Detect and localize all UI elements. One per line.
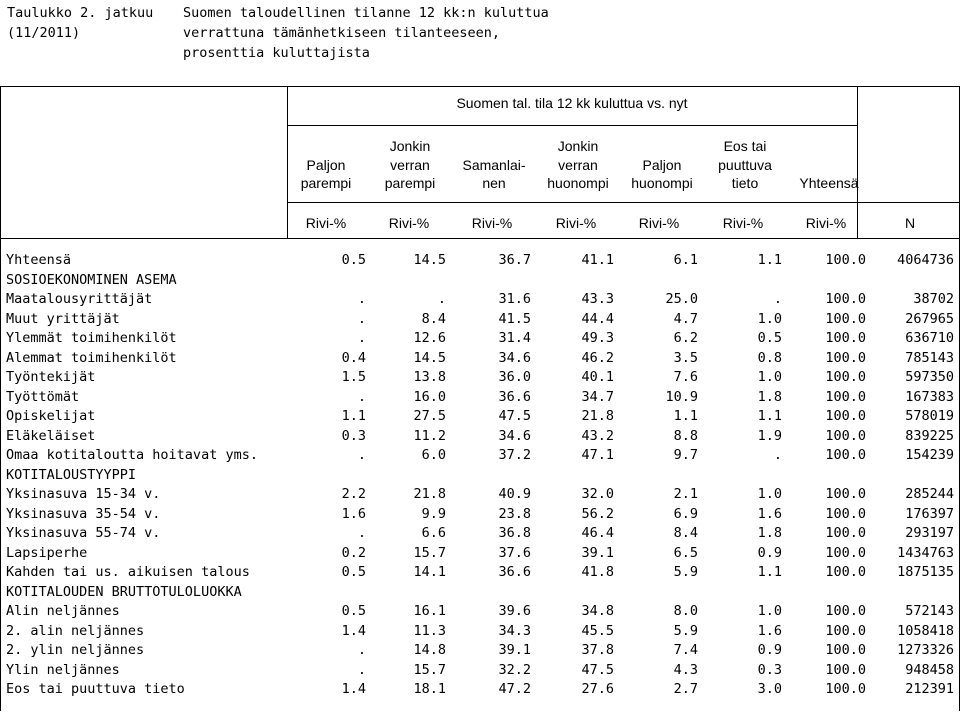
row-label: Eläkeläiset [6, 427, 96, 444]
table-cell: 6.2 [673, 330, 698, 346]
table-row [0, 486, 960, 506]
table-cell: 9.9 [421, 505, 446, 522]
table-row [0, 545, 960, 565]
table-cell: 0.2 [341, 544, 366, 561]
table-cell: 100.0 [825, 544, 866, 561]
table-cell: 1.6 [341, 505, 366, 522]
table-cell: 6.5 [673, 544, 698, 561]
table-cell: 0.4 [341, 349, 366, 366]
table-cell: 578019 [905, 408, 954, 424]
table-cell: 11.3 [413, 622, 446, 639]
table-title-line: prosenttia kuluttajista [183, 45, 370, 61]
table-cell: 9.7 [673, 447, 698, 463]
table-cell: 39.1 [498, 642, 531, 658]
column-header: Jonkin verran parempi [384, 138, 436, 191]
table-cell: 1.0 [757, 603, 782, 619]
table-cell: 1.8 [757, 525, 782, 541]
table-cell: 636710 [905, 330, 954, 346]
row-label: Muut yrittäjät [6, 310, 120, 327]
row-label: SOSIOEKONOMINEN ASEMA [6, 271, 177, 288]
row-label: Ylin neljännes [6, 661, 120, 678]
table-cell: 100.0 [825, 603, 866, 619]
column-header: Paljon parempi [300, 156, 352, 191]
table-cell: . [357, 661, 366, 678]
unit-label: Rivi-% [805, 215, 847, 231]
table-cell: 0.5 [757, 330, 782, 346]
table-cell: 10.9 [665, 388, 698, 405]
table-cell: 1.4 [341, 622, 366, 639]
table-cell: 1.0 [757, 486, 782, 502]
table-cell: . [773, 447, 782, 463]
table-cell: 100.0 [825, 681, 866, 697]
table-cell: 36.7 [498, 252, 531, 268]
table-title-line: Suomen taloudellinen tilanne 12 kk:n kuluttua [183, 5, 549, 21]
table-cell: 16.1 [413, 603, 446, 619]
table-cell: 0.8 [757, 349, 782, 366]
table-cell: 14.5 [413, 349, 446, 366]
table-cell: 36.6 [498, 564, 531, 580]
table-row [0, 330, 960, 350]
table-cell: 37.8 [581, 642, 614, 658]
row-label: Työttömät [6, 388, 80, 405]
table-cell: 0.5 [341, 603, 366, 619]
table-cell: 8.4 [673, 525, 698, 541]
table-cell: 2.7 [673, 681, 698, 697]
table-cell: 1.1 [341, 408, 366, 424]
table-cell: 8.8 [673, 427, 698, 444]
table-cell: 34.8 [581, 603, 614, 619]
table-row [0, 584, 960, 604]
table-cell: 0.3 [341, 427, 366, 444]
table-cell: 7.6 [673, 369, 698, 385]
row-label: KOTITALOUDEN BRUTTOTULOLUOKKA [6, 583, 242, 600]
table-cell: 14.1 [413, 564, 446, 580]
row-label: Yksinasuva 15-34 v. [6, 486, 161, 502]
table-cell: 31.6 [498, 291, 531, 307]
table-cell: 27.6 [581, 681, 614, 697]
table-cell: 46.2 [581, 349, 614, 366]
table-cell: 6.9 [673, 505, 698, 522]
table-cell: 49.3 [581, 330, 614, 346]
table-row [0, 428, 960, 448]
table-cell: 15.7 [413, 661, 446, 678]
table-cell: 16.0 [413, 388, 446, 405]
table-cell: 37.2 [498, 447, 531, 463]
table-cell: 100.0 [825, 330, 866, 346]
table-row [0, 389, 960, 409]
table-cell: 4.7 [673, 310, 698, 327]
table-cell: 154239 [905, 447, 954, 463]
table-cell: 100.0 [825, 564, 866, 580]
table-cell: 27.5 [413, 408, 446, 424]
table-cell: 14.8 [413, 642, 446, 658]
table-cell: 6.1 [673, 252, 698, 268]
table-cell: 13.8 [413, 369, 446, 385]
table-cell: 45.5 [581, 622, 614, 639]
table-cell: 39.1 [581, 544, 614, 561]
table-cell: 46.4 [581, 525, 614, 541]
row-label: Yksinasuva 35-54 v. [6, 505, 161, 522]
table-row [0, 408, 960, 428]
column-header: Eos tai puuttuva tieto [718, 138, 772, 191]
table-cell: 5.9 [673, 622, 698, 639]
table-cell: 1.8 [757, 388, 782, 405]
row-label: Alemmat toimihenkilöt [6, 349, 177, 366]
table-cell: 40.9 [498, 486, 531, 502]
table-cell: 1.0 [757, 310, 782, 327]
table-cell: 8.0 [673, 603, 698, 619]
table-cell: 44.4 [581, 310, 614, 327]
table-cell: 36.8 [498, 525, 531, 541]
table-cell: 39.6 [498, 603, 531, 619]
unit-label: Rivi-% [638, 215, 680, 231]
table-cell: 0.3 [757, 661, 782, 678]
table-row [0, 623, 960, 643]
table-cell: 23.8 [498, 505, 531, 522]
table-cell: 34.7 [581, 388, 614, 405]
table-cell: 47.5 [581, 661, 614, 678]
table-cell: 43.2 [581, 427, 614, 444]
header-divider [0, 238, 960, 239]
unit-divider [287, 202, 959, 203]
table-cell: 43.3 [581, 291, 614, 307]
table-cell: 4064736 [897, 252, 954, 268]
table-cell: 1.9 [757, 427, 782, 444]
table-cell: 0.9 [757, 642, 782, 658]
table-number-line: Taulukko 2. jatkuu [7, 5, 154, 21]
unit-label: Rivi-% [555, 215, 597, 231]
table-cell: 100.0 [825, 447, 866, 463]
table-cell: 100.0 [825, 642, 866, 658]
table-row [0, 291, 960, 311]
table-cell: 40.1 [581, 369, 614, 385]
table-cell: 839225 [905, 427, 954, 444]
table-cell: 15.7 [413, 544, 446, 561]
table-cell: . [357, 388, 366, 405]
table-cell: 0.5 [341, 252, 366, 268]
table-cell: 47.2 [498, 681, 531, 697]
column-header: Jonkin verran huonompi [547, 138, 609, 191]
table-cell: 1.4 [341, 681, 366, 697]
table-cell: . [357, 642, 366, 658]
table-cell: . [357, 330, 366, 346]
table-cell: 1.1 [757, 408, 782, 424]
table-cell: . [437, 291, 446, 307]
row-label: Yhteensä [6, 252, 72, 268]
table-cell: 12.6 [413, 330, 446, 346]
table-cell: 8.4 [421, 310, 446, 327]
table-cell: 597350 [905, 369, 954, 385]
table-cell: 31.4 [498, 330, 531, 346]
table-row [0, 525, 960, 545]
row-label: Maatalousyrittäjät [6, 291, 153, 307]
table-cell: 11.2 [413, 427, 446, 444]
table-cell: 4.3 [673, 661, 698, 678]
column-header: Samanlai- nen [462, 156, 526, 191]
table-cell: 1.1 [673, 408, 698, 424]
table-row [0, 603, 960, 623]
row-label: Omaa kotitaloutta hoitavat yms. [6, 447, 258, 463]
table-cell: 41.1 [581, 252, 614, 268]
table-cell: 21.8 [413, 486, 446, 502]
group-divider [287, 125, 857, 126]
table-cell: 176397 [905, 505, 954, 522]
table-row [0, 506, 960, 526]
table-cell: 18.1 [413, 681, 446, 697]
table-cell: 2.2 [341, 486, 366, 502]
table-row [0, 369, 960, 389]
table-cell: 36.6 [498, 388, 531, 405]
row-label: 2. alin neljännes [6, 622, 145, 639]
table-cell: 100.0 [825, 427, 866, 444]
table-cell: 100.0 [825, 252, 866, 268]
table-cell: 100.0 [825, 505, 866, 522]
unit-label: N [904, 215, 916, 231]
table-row [0, 467, 960, 487]
table-cell: . [773, 291, 782, 307]
table-cell: 100.0 [825, 661, 866, 678]
table-cell: . [357, 291, 366, 307]
row-label: Lapsiperhe [6, 544, 88, 561]
table-row [0, 642, 960, 662]
table-row [0, 252, 960, 272]
table-cell: 293197 [905, 525, 954, 541]
table-cell: 285244 [905, 486, 954, 502]
unit-label: Rivi-% [305, 215, 347, 231]
table-cell: 21.8 [581, 408, 614, 424]
table-cell: 38702 [913, 291, 954, 307]
row-label: KOTITALOUSTYYPPI [6, 466, 137, 483]
table-cell: 100.0 [825, 408, 866, 424]
row-label: Opiskelijat [6, 408, 96, 424]
table-cell: 948458 [905, 661, 954, 678]
table-cell: 7.4 [673, 642, 698, 658]
table-row [0, 681, 960, 701]
row-label: Eos tai puuttuva tieto [6, 681, 185, 697]
table-cell: . [357, 525, 366, 541]
table-title-line: verrattuna tämänhetkiseen tilanteeseen, [183, 25, 500, 41]
row-label: Kahden tai us. aikuisen talous [6, 564, 250, 580]
table-cell: 14.5 [413, 252, 446, 268]
table-cell: 100.0 [825, 622, 866, 639]
column-header: Yhteensä [799, 175, 859, 191]
table-cell: 25.0 [665, 291, 698, 307]
table-title [183, 3, 549, 63]
table-row [0, 272, 960, 292]
table-cell: 32.2 [498, 661, 531, 678]
table-row [0, 311, 960, 331]
row-label: 2. ylin neljännes [6, 642, 145, 658]
table-cell: 100.0 [825, 486, 866, 502]
table-cell: 47.5 [498, 408, 531, 424]
table-number [7, 3, 153, 43]
table-cell: 3.0 [757, 681, 782, 697]
table-cell: 2.1 [673, 486, 698, 502]
table-cell: 41.5 [498, 310, 531, 327]
table-row [0, 662, 960, 682]
table-cell: 572143 [905, 603, 954, 619]
table-cell: 41.8 [581, 564, 614, 580]
table-cell: 100.0 [825, 310, 866, 327]
table-cell: . [357, 447, 366, 463]
table-cell: 1058418 [897, 622, 954, 639]
table-cell: 5.9 [673, 564, 698, 580]
unit-label: Rivi-% [388, 215, 430, 231]
table-cell: 37.6 [498, 544, 531, 561]
table-cell: 1.6 [757, 505, 782, 522]
table-cell: 1273326 [897, 642, 954, 658]
table-cell: 100.0 [825, 291, 866, 307]
table-cell: 0.9 [757, 544, 782, 561]
row-label: Yksinasuva 55-74 v. [6, 525, 161, 541]
table-cell: 6.0 [421, 447, 446, 463]
table-row [0, 564, 960, 584]
unit-label: Rivi-% [471, 215, 513, 231]
table-cell: 34.3 [498, 622, 531, 639]
table-cell: 267965 [905, 310, 954, 327]
column-header: Paljon huonompi [631, 156, 693, 191]
table-cell: 1.5 [341, 369, 366, 385]
table-cell: 36.0 [498, 369, 531, 385]
table-cell: 32.0 [581, 486, 614, 502]
table-cell: 100.0 [825, 349, 866, 366]
table-cell: 1875135 [897, 564, 954, 580]
table-cell: 1.6 [757, 622, 782, 639]
table-cell: 56.2 [581, 505, 614, 522]
table-row [0, 447, 960, 467]
row-label: Työntekijät [6, 369, 96, 385]
table-cell: 1.0 [757, 369, 782, 385]
table-cell: 3.5 [673, 349, 698, 366]
table-cell: 212391 [905, 681, 954, 697]
table-cell: 47.1 [581, 447, 614, 463]
table-cell: 34.6 [498, 349, 531, 366]
table-cell: 167383 [905, 388, 954, 405]
table-cell: 1.1 [757, 564, 782, 580]
row-label: Ylemmät toimihenkilöt [6, 330, 177, 346]
table-cell: 1.1 [757, 252, 782, 268]
table-cell: 0.5 [341, 564, 366, 580]
row-label: Alin neljännes [6, 603, 120, 619]
table-cell: 6.6 [421, 525, 446, 541]
unit-label: Rivi-% [722, 215, 764, 231]
table-cell: 100.0 [825, 525, 866, 541]
table-cell: 100.0 [825, 369, 866, 385]
table-cell: 34.6 [498, 427, 531, 444]
table-cell: 785143 [905, 349, 954, 366]
table-cell: . [357, 310, 366, 327]
table-date-line: (11/2011) [7, 25, 81, 41]
group-title: Suomen tal. tila 12 kk kuluttua vs. nyt [456, 95, 688, 111]
table-row [0, 350, 960, 370]
table-cell: 100.0 [825, 388, 866, 405]
table-cell: 1434763 [897, 544, 954, 561]
